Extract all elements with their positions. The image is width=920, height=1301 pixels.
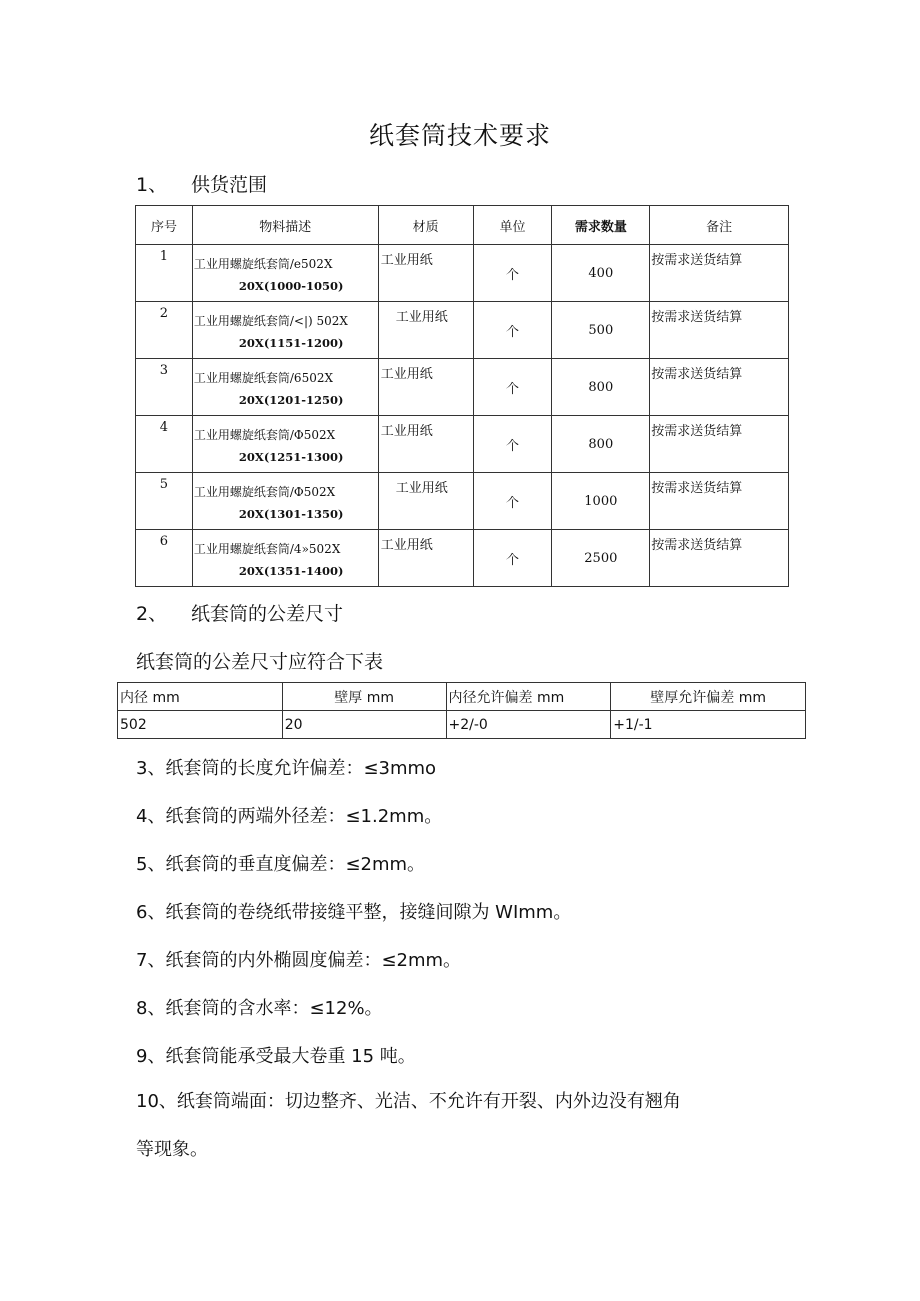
description-line-1: 工业用螺旋纸套筒/<|) 502X <box>193 314 348 328</box>
description-line-2: 20X(1201-1250) <box>238 393 344 407</box>
row-material: 工业用纸 <box>378 245 473 302</box>
description-line-1: 工业用螺旋纸套筒/4»502X <box>193 542 341 556</box>
table-row <box>136 359 789 416</box>
description-line-2: 20X(1251-1300) <box>238 450 344 464</box>
description-line-1: 工业用螺旋纸套筒/6502X <box>193 371 334 385</box>
description-line-2: 20X(1301-1350) <box>238 507 344 521</box>
requirement-6: 6、纸套筒的卷绕纸带接缝平整，接缝间隙为 WImm。 <box>136 902 572 923</box>
requirement-7: 7、纸套筒的内外椭圆度偏差：≤2mm。 <box>136 950 462 971</box>
tol-header-inner-diameter-tolerance: 内径允许偏差 mm <box>446 683 611 711</box>
table-header-row <box>136 206 789 245</box>
table-row <box>136 473 789 530</box>
row-description <box>192 359 378 416</box>
header-index: 序号 <box>136 206 193 245</box>
description-line-2: 20X(1000-1050) <box>238 279 344 293</box>
row-material: 工业用纸 <box>378 530 473 587</box>
supply-scope-table <box>135 205 789 587</box>
row-remark: 按需求送货结算 <box>650 302 789 359</box>
table-row <box>136 302 789 359</box>
section-2-heading <box>136 599 343 626</box>
table-row <box>136 530 789 587</box>
tol-value-inner-diameter: 502 <box>118 711 283 739</box>
row-index: 1 <box>136 245 193 302</box>
row-quantity: 500 <box>552 302 650 359</box>
row-quantity: 2500 <box>552 530 650 587</box>
row-quantity: 1000 <box>552 473 650 530</box>
row-index: 3 <box>136 359 193 416</box>
tolerance-header-row <box>118 683 806 711</box>
row-unit: 个 <box>473 359 552 416</box>
requirement-4: 4、纸套筒的两端外径差：≤1.2mm。 <box>136 806 443 827</box>
tol-header-inner-diameter: 内径 mm <box>118 683 283 711</box>
row-description <box>192 530 378 587</box>
page-title: 纸套筒技术要求 <box>368 121 551 150</box>
row-remark: 按需求送货结算 <box>650 473 789 530</box>
row-remark: 按需求送货结算 <box>650 245 789 302</box>
requirement-10: 10、纸套筒端面：切边整齐、光洁、不允许有开裂、内外边没有翘角 <box>136 1091 681 1112</box>
row-description <box>192 416 378 473</box>
tol-value-wall-thickness-tolerance: +1/-1 <box>611 711 806 739</box>
row-remark: 按需求送货结算 <box>650 359 789 416</box>
row-quantity: 400 <box>552 245 650 302</box>
row-index: 6 <box>136 530 193 587</box>
requirement-5: 5、纸套筒的垂直度偏差：≤2mm。 <box>136 854 426 875</box>
header-material: 材质 <box>378 206 473 245</box>
row-quantity: 800 <box>552 416 650 473</box>
tol-value-inner-diameter-tolerance: +2/-0 <box>446 711 611 739</box>
row-unit: 个 <box>473 302 552 359</box>
section-1-title: 供货范围 <box>191 174 268 196</box>
requirement-3: 3、纸套筒的长度允许偏差：≤3mmo <box>136 758 437 779</box>
row-description <box>192 245 378 302</box>
row-index: 4 <box>136 416 193 473</box>
description-line-1: 工业用螺旋纸套筒/e502X <box>193 257 333 271</box>
requirement-8: 8、纸套筒的含水率：≤12%。 <box>136 998 383 1019</box>
header-remark: 备注 <box>650 206 789 245</box>
section-1-number: 1、 <box>136 174 168 196</box>
table-row <box>136 245 789 302</box>
row-material: 工业用纸 <box>378 416 473 473</box>
row-description <box>192 473 378 530</box>
row-index: 5 <box>136 473 193 530</box>
row-unit: 个 <box>473 530 552 587</box>
description-line-2: 20X(1151-1200) <box>238 336 344 350</box>
row-unit: 个 <box>473 473 552 530</box>
description-line-2: 20X(1351-1400) <box>238 564 344 578</box>
tolerance-value-row <box>118 711 806 739</box>
row-quantity: 800 <box>552 359 650 416</box>
tol-value-wall-thickness: 20 <box>282 711 446 739</box>
description-line-1: 工业用螺旋纸套筒/Φ502X <box>193 428 336 442</box>
header-quantity: 需求数量 <box>552 206 650 245</box>
row-unit: 个 <box>473 245 552 302</box>
row-remark: 按需求送货结算 <box>650 530 789 587</box>
requirement-9: 9、纸套筒能承受最大卷重 15 吨。 <box>136 1046 416 1067</box>
requirement-10-continued: 等现象。 <box>136 1139 208 1160</box>
row-material: 工业用纸 <box>378 473 473 530</box>
tol-header-wall-thickness-tolerance: 壁厚允许偏差 mm <box>611 683 806 711</box>
row-description <box>192 302 378 359</box>
table-row <box>136 416 789 473</box>
section-2-number: 2、 <box>136 603 168 625</box>
tol-header-wall-thickness: 壁厚 mm <box>282 683 446 711</box>
row-unit: 个 <box>473 416 552 473</box>
section-1-heading <box>136 170 267 197</box>
tolerance-table <box>117 682 806 739</box>
row-material: 工业用纸 <box>378 302 473 359</box>
header-unit: 单位 <box>473 206 552 245</box>
tolerance-intro: 纸套筒的公差尺寸应符合下表 <box>136 651 384 673</box>
description-line-1: 工业用螺旋纸套筒/Φ502X <box>193 485 336 499</box>
row-remark: 按需求送货结算 <box>650 416 789 473</box>
header-description: 物料描述 <box>192 206 378 245</box>
section-2-title: 纸套筒的公差尺寸 <box>191 603 344 625</box>
row-material: 工业用纸 <box>378 359 473 416</box>
row-index: 2 <box>136 302 193 359</box>
